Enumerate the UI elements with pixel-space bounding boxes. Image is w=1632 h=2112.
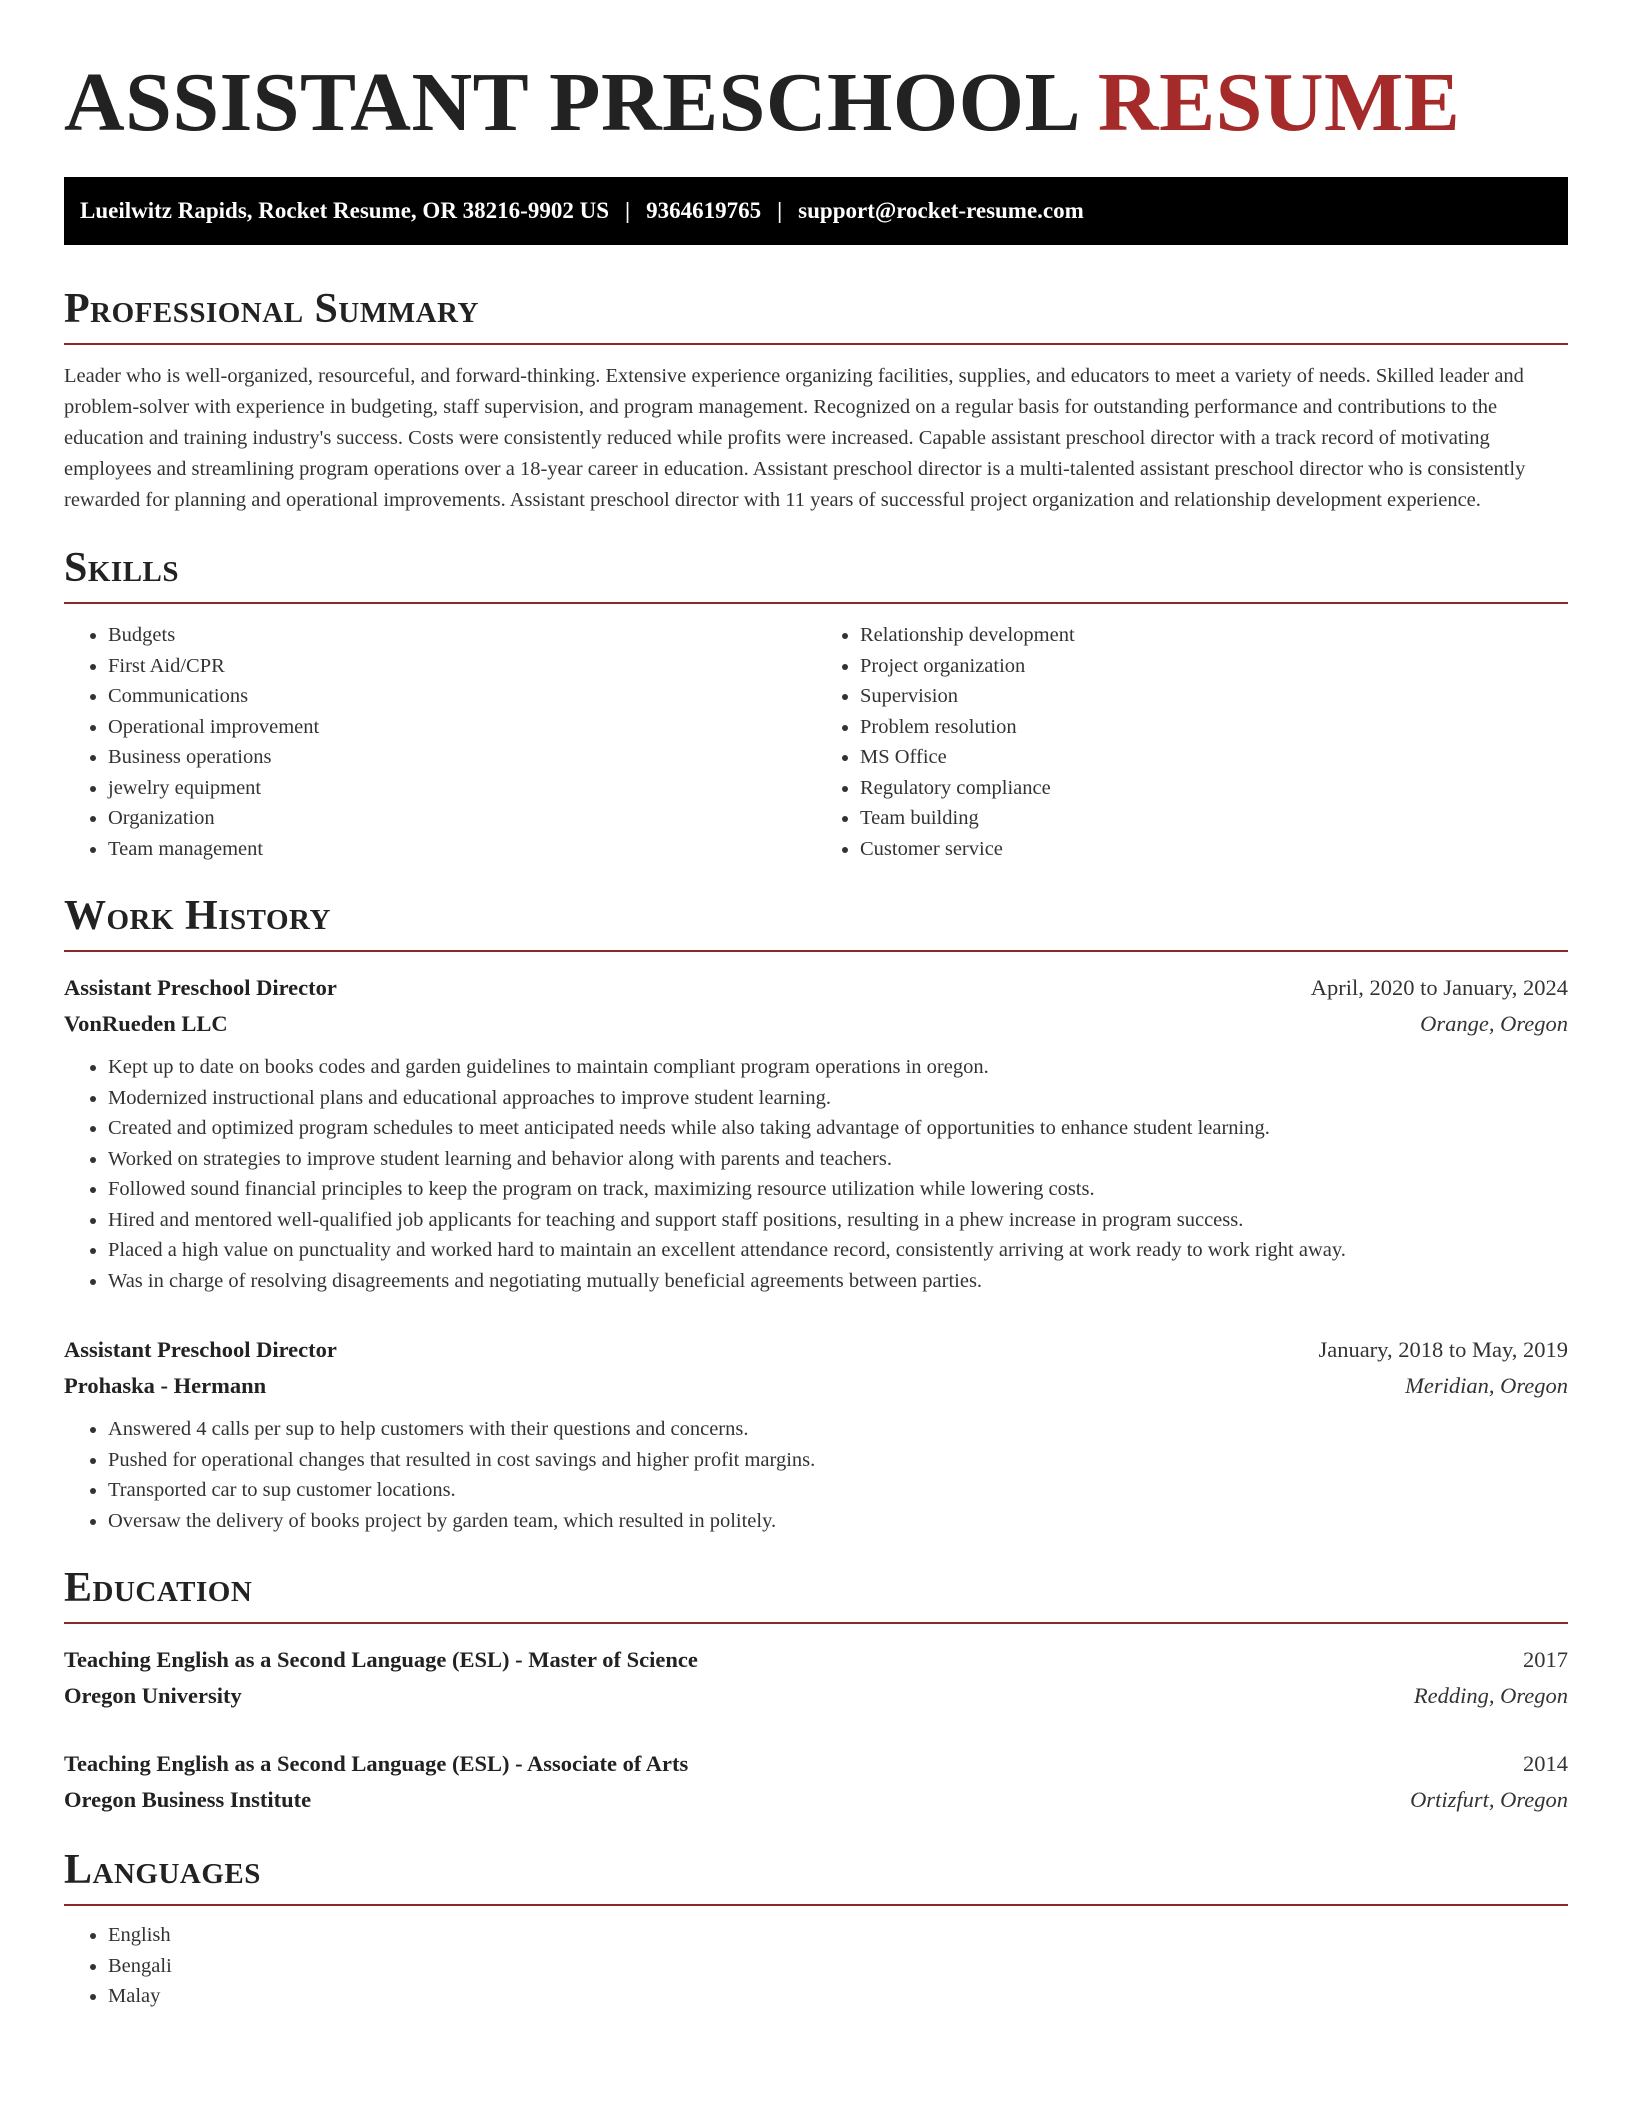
education-year: 2017 [1523, 1647, 1568, 1672]
skill-item: • Communications [108, 681, 816, 712]
job-bullet: • Followed sound financial principles to keep the program on track, maximizing resource utilization while lowering costs. [108, 1174, 1568, 1205]
skill-item: • Relationship development [860, 620, 1568, 651]
job-title: Assistant Preschool Director [64, 975, 337, 1000]
title-accent: RESUME [1097, 56, 1461, 149]
skill-item: • Team management [108, 834, 816, 865]
job-bullet: • Worked on strategies to improve student learning and behavior along with parents and teachers. [108, 1144, 1568, 1175]
skill-item: • Customer service [860, 834, 1568, 865]
skill-item: • MS Office [860, 742, 1568, 773]
skill-item: • Team building [860, 803, 1568, 834]
job-bullet: • Kept up to date on books codes and garden guidelines to maintain compliant program operations in oregon. [108, 1052, 1568, 1083]
job-bullet: • Was in charge of resolving disagreements and negotiating mutually beneficial agreements between parties. [108, 1266, 1568, 1297]
job-bullet: • Transported car to sup customer locations. [108, 1475, 1568, 1506]
skill-item: • Problem resolution [860, 712, 1568, 743]
skills-column-left [64, 620, 816, 864]
job-location: Meridian, Oregon [1405, 1373, 1568, 1398]
skill-item: • Business operations [108, 742, 816, 773]
education-school-row [64, 1782, 1568, 1818]
job-bullet: • Created and optimized program schedules to meet anticipated needs while also taking advantage of opportunities to enhance student learning. [108, 1113, 1568, 1144]
job-entry [64, 1332, 1568, 1536]
education-degree: Teaching English as a Second Language (ESL) - Master of Science [64, 1647, 698, 1672]
job-bullet: • Oversaw the delivery of books project by garden team, which resulted in politely. [108, 1506, 1568, 1537]
language-item: • Bengali [108, 1951, 1568, 1982]
job-bullet: • Answered 4 calls per sup to help customers with their questions and concerns. [108, 1414, 1568, 1445]
education-degree-row [64, 1746, 1568, 1782]
skill-item: • Budgets [108, 620, 816, 651]
job-bullet: • Hired and mentored well-qualified job applicants for teaching and support staff positions, resulting in a phew increase in program success. [108, 1205, 1568, 1236]
summary-section [64, 285, 1568, 516]
language-item: • Malay [108, 1981, 1568, 2012]
job-header-row [64, 1332, 1568, 1368]
education-location: Ortizfurt, Oregon [1410, 1787, 1568, 1812]
job-company: Prohaska - Hermann [64, 1373, 267, 1398]
education-entry [64, 1746, 1568, 1818]
contact-email[interactable]: support@rocket-resume.com [798, 198, 1084, 223]
skill-item: • Organization [108, 803, 816, 834]
skill-item: • Project organization [860, 651, 1568, 682]
skills-section [64, 544, 1568, 864]
job-bullet: • Modernized instructional plans and educational approaches to improve student learning. [108, 1083, 1568, 1114]
job-title: Assistant Preschool Director [64, 1337, 337, 1362]
job-header-row [64, 970, 1568, 1006]
education-section [64, 1564, 1568, 1818]
job-bullet: • Pushed for operational changes that resulted in cost savings and higher profit margins. [108, 1445, 1568, 1476]
job-dates: January, 2018 to May, 2019 [1318, 1337, 1568, 1362]
education-entry [64, 1642, 1568, 1714]
job-company-row [64, 1368, 1568, 1404]
contact-separator: | [777, 198, 783, 223]
contact-phone[interactable]: 9364619765 [646, 198, 762, 223]
education-heading: Education [64, 1564, 1568, 1624]
job-location: Orange, Oregon [1420, 1011, 1568, 1036]
contact-address: Lueilwitz Rapids, Rocket Resume, OR 38216-9902 US [80, 198, 609, 223]
job-dates: April, 2020 to January, 2024 [1310, 975, 1568, 1000]
skills-column-right [816, 620, 1568, 864]
education-school: Oregon University [64, 1683, 242, 1708]
skill-item: • First Aid/CPR [108, 651, 816, 682]
skill-item: • Regulatory compliance [860, 773, 1568, 804]
job-entry [64, 970, 1568, 1296]
education-degree: Teaching English as a Second Language (ESL) - Associate of Arts [64, 1751, 689, 1776]
skill-item: • Operational improvement [108, 712, 816, 743]
job-bullet: • Placed a high value on punctuality and worked hard to maintain an excellent attendance record, consistently arriving at work ready to work right away. [108, 1235, 1568, 1266]
resume-title [64, 0, 1568, 158]
contact-bar [64, 177, 1568, 245]
language-item: • English [108, 1920, 1568, 1951]
job-bullets [64, 1414, 1568, 1536]
education-degree-row [64, 1642, 1568, 1678]
contact-separator: | [625, 198, 631, 223]
skills-heading: Skills [64, 544, 1568, 604]
skill-item: • jewelry equipment [108, 773, 816, 804]
job-bullets [64, 1052, 1568, 1296]
education-location: Redding, Oregon [1413, 1683, 1568, 1708]
education-school: Oregon Business Institute [64, 1787, 312, 1812]
summary-text: Leader who is well-organized, resourceful, and forward-thinking. Extensive experience organizing facilities, supplies, and educators to meet a variety of needs. Skilled leader and problem-solver with experience in budgeting, staff supervision, and program management. Recognized on a regular basis for outstanding performance and contributions to the education and training industry's success. Costs were consistently reduced while profits were increased. Capable assistant preschool director with a track record of motivating employees and streamlining program operations over a 18-year career in education. Assistant preschool director is a multi-talented assistant preschool director who is consistently rewarded for planning and operational improvements. Assistant preschool director with 11 years of successful project organization and relationship development experience. [64, 365, 1526, 511]
summary-heading: Professional Summary [64, 285, 1568, 345]
languages-section [64, 1846, 1568, 2012]
education-school-row [64, 1678, 1568, 1714]
education-year: 2014 [1523, 1751, 1568, 1776]
work-history-heading: Work History [64, 892, 1568, 952]
job-company: VonRueden LLC [64, 1011, 228, 1036]
languages-heading: Languages [64, 1846, 1568, 1906]
languages-list [64, 1920, 1568, 2012]
skills-list [64, 620, 1568, 864]
title-main: ASSISTANT PRESCHOOL [64, 56, 1077, 149]
skill-item: • Supervision [860, 681, 1568, 712]
job-company-row [64, 1006, 1568, 1042]
work-history-section [64, 892, 1568, 1536]
